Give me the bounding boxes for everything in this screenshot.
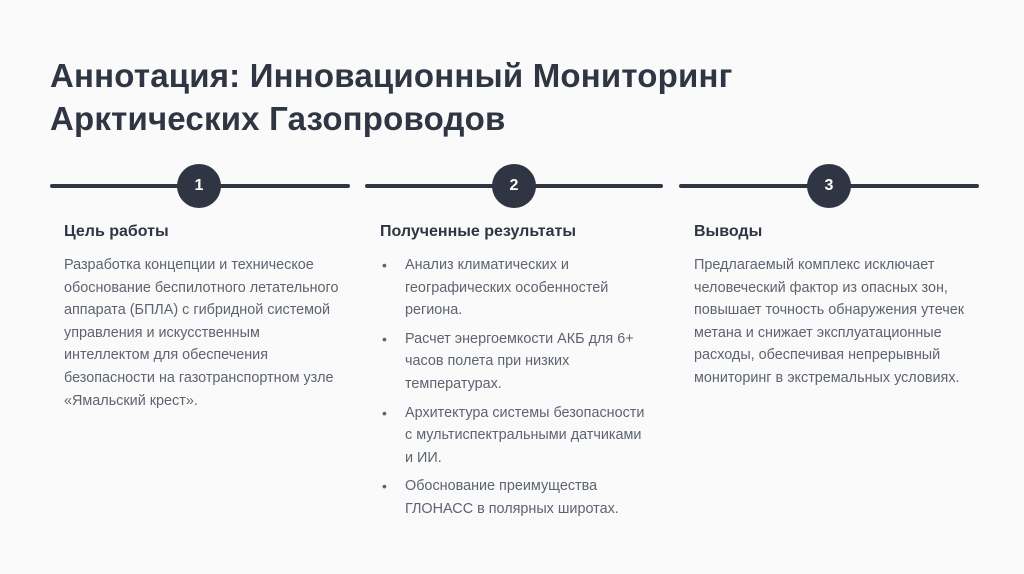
step-number-3: 3 [807, 164, 851, 208]
title-line-2: Арктических Газопроводов [50, 100, 506, 137]
list-item [380, 475, 650, 520]
conclusions-heading: Выводы [694, 223, 763, 240]
goal-text: Разработка концепции и техническое обоснование беспилотного летательного аппарата (БПЛА) с гибридной системой управления и искусственным интеллектом для обеспечения безопасности на газотранспортном узле «Ямальский крест». [64, 257, 339, 409]
result-text-3: Архитектура системы безопасности с мультиспектральными датчиками и ИИ. [405, 404, 645, 466]
bullet-dot-icon: • [382, 330, 387, 347]
bullet-dot-icon: • [382, 257, 387, 273]
list-item [380, 402, 650, 470]
column-results [380, 222, 650, 527]
result-text-4: Обоснование преимущества ГЛОНАСС в полярных широтах. [405, 478, 619, 517]
column-conclusions [694, 222, 974, 390]
results-heading: Полученные результаты [380, 223, 576, 240]
result-text-1: Анализ климатических и географических особенностей региона. [405, 257, 609, 319]
bullet-dot-icon: • [382, 404, 387, 421]
conclusions-text: Предлагаемый комплекс исключает человеческий фактор из опасных зон, повышает точность обнаружения утечек метана и снижает эксплуатационные расходы, обеспечивая непрерывный мониторинг в экстремальных условиях. [694, 257, 965, 386]
page-title [50, 54, 950, 140]
list-item [380, 254, 650, 322]
list-item [380, 328, 650, 396]
goal-heading: Цель работы [64, 223, 169, 240]
result-text-2: Расчет энергоемкости АКБ для 6+ часов полета при низких температурах. [405, 330, 634, 392]
bullet-dot-icon: • [382, 478, 387, 495]
step-number-1: 1 [177, 164, 221, 208]
title-line-1: Аннотация: Инновационный Мониторинг [50, 57, 733, 94]
step-number-2: 2 [492, 164, 536, 208]
results-list [380, 254, 650, 521]
column-goal [64, 222, 344, 412]
